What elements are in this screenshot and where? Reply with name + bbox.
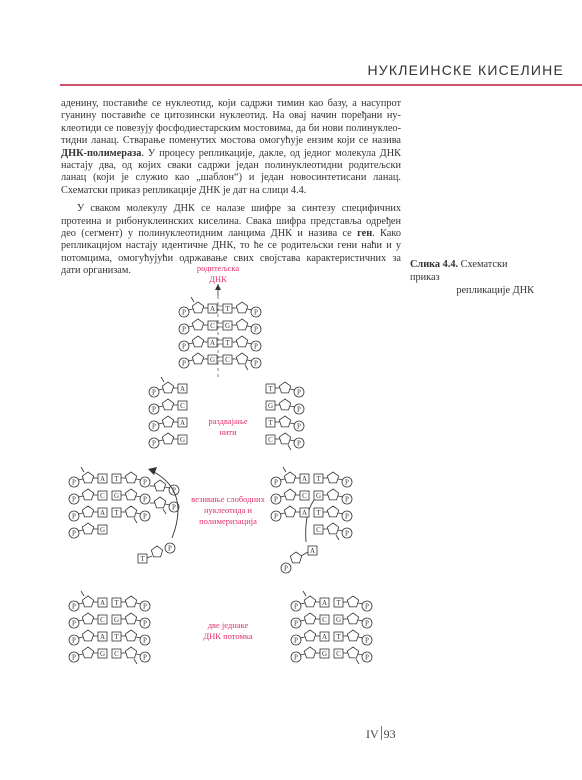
p2-line: део (сегмент) у полинуклеотидним ланцима ДНК и назива се ген. Како xyxy=(61,228,401,240)
sugar-pentagon xyxy=(327,489,338,500)
phosphate-label: P xyxy=(143,495,147,504)
base-letter: T xyxy=(225,305,230,313)
phosphate-label: P xyxy=(297,405,301,414)
phosphodiester-bond xyxy=(78,603,83,604)
sugar-pentagon xyxy=(284,489,295,500)
sugar-pentagon xyxy=(304,613,315,624)
base-letter: C xyxy=(114,650,119,658)
sugar-pentagon xyxy=(151,546,162,557)
phosphate-label: P xyxy=(345,495,349,504)
sugar-pentagon xyxy=(284,506,295,517)
page-number: 93 xyxy=(383,727,396,741)
sugar-pentagon xyxy=(236,336,247,347)
label-daughter: две једнаке xyxy=(207,620,249,630)
sugar-pentagon xyxy=(82,630,93,641)
base-letter: G xyxy=(315,492,322,500)
base-letter: A xyxy=(99,599,106,607)
phosphate-label: P xyxy=(254,359,258,368)
phosphodiester-bond xyxy=(158,423,163,424)
sugar-pentagon xyxy=(82,523,93,534)
base-letter: A xyxy=(301,475,308,483)
label-binding: везивање слободних xyxy=(191,494,265,504)
sugar-pentagon xyxy=(125,506,136,517)
sugar-pentagon xyxy=(327,472,338,483)
base-letter: G xyxy=(99,650,106,658)
figure-number: Слика 4.4. xyxy=(410,259,459,270)
label-binding: полимеризација xyxy=(199,516,257,526)
base-letter: G xyxy=(99,526,106,534)
phosphodiester-bond xyxy=(158,389,163,390)
p1-line: аденину, поставиће се нуклеотид, који садржи тимин као базу, а насупрот xyxy=(61,98,401,109)
sugar-pentagon xyxy=(162,433,173,444)
phosphate-label: P xyxy=(294,636,298,645)
strand-end xyxy=(191,297,194,302)
base-letter: G xyxy=(209,356,216,364)
base-letter: A xyxy=(301,509,308,517)
sugar-pentagon xyxy=(279,433,290,444)
strand-end xyxy=(283,467,286,472)
body-text xyxy=(61,98,401,278)
p1-line: репликације ДНК је дат на слици 4.4. xyxy=(142,184,307,196)
glycosidic-bond xyxy=(147,556,152,558)
sugar-pentagon xyxy=(347,647,358,658)
sugar-pentagon xyxy=(82,647,93,658)
sugar-pentagon xyxy=(125,596,136,607)
strand-end xyxy=(134,659,137,664)
strand-end xyxy=(134,518,137,523)
sugar-pentagon xyxy=(162,399,173,410)
dna-replication-figure xyxy=(60,262,400,672)
sugar-pentagon xyxy=(125,472,136,483)
sugar-pentagon xyxy=(327,523,338,534)
header-rule xyxy=(60,84,582,86)
bold-term: ген xyxy=(357,228,373,240)
label-binding: нуклеотида и xyxy=(203,505,253,515)
strand-end xyxy=(163,509,166,514)
phosphodiester-bond xyxy=(188,360,193,361)
p2-line: У сваком молекулу ДНК се налазе шифре за синтезу специфичних xyxy=(77,203,401,215)
sugar-pentagon xyxy=(304,596,315,607)
phosphate-label: P xyxy=(172,503,176,512)
sugar-pentagon xyxy=(236,319,247,330)
phosphodiester-bond xyxy=(280,479,285,480)
base-letter: A xyxy=(321,633,328,641)
label-unwinding: раздвајање xyxy=(208,416,248,426)
phosphate-label: P xyxy=(152,439,156,448)
strand-end xyxy=(81,467,84,472)
phosphodiester-bond xyxy=(300,637,305,638)
base-letter: C xyxy=(322,616,327,624)
base-letter: T xyxy=(316,475,321,483)
base-letter: A xyxy=(321,599,328,607)
phosphate-label: P xyxy=(72,602,76,611)
base-letter: T xyxy=(336,633,341,641)
sugar-pentagon xyxy=(162,416,173,427)
base-letter: A xyxy=(179,385,186,393)
base-letter: T xyxy=(114,509,119,517)
phosphate-label: P xyxy=(345,512,349,521)
caption-line-1: Схематски приказ xyxy=(410,259,508,283)
sugar-pentagon xyxy=(347,630,358,641)
base-letter: G xyxy=(335,616,342,624)
phosphodiester-bond xyxy=(78,620,83,621)
phosphodiester-bond xyxy=(78,513,83,514)
sugar-pentagon xyxy=(125,630,136,641)
phosphate-label: P xyxy=(72,512,76,521)
base-letter: G xyxy=(113,616,120,624)
base-letter: A xyxy=(209,339,216,347)
base-letter: C xyxy=(336,650,341,658)
sugar-pentagon xyxy=(304,630,315,641)
phosphate-label: P xyxy=(365,619,369,628)
sugar-pentagon xyxy=(162,382,173,393)
phosphate-label: P xyxy=(143,478,147,487)
base-letter: T xyxy=(316,509,321,517)
phosphate-label: P xyxy=(72,478,76,487)
phosphodiester-bond xyxy=(188,343,193,344)
strand-end xyxy=(336,535,339,540)
sugar-pentagon xyxy=(236,353,247,364)
strand-end xyxy=(245,365,248,370)
base-letter: G xyxy=(321,650,328,658)
base-letter: C xyxy=(100,492,105,500)
phosphodiester-bond xyxy=(300,654,305,655)
phosphate-label: P xyxy=(254,342,258,351)
strand-end xyxy=(288,445,291,450)
phosphodiester-bond xyxy=(188,309,193,310)
sugar-pentagon xyxy=(304,647,315,658)
phosphate-label: P xyxy=(172,486,176,495)
base-letter: G xyxy=(267,402,274,410)
strand-end xyxy=(81,591,84,596)
p1-line: гуанину поставиће се цитозински нуклеотид. На овај начин поређани ну- xyxy=(61,110,401,122)
figure-caption xyxy=(410,258,534,297)
arrow-head xyxy=(215,284,221,290)
phosphodiester-bond xyxy=(78,530,83,531)
sugar-pentagon xyxy=(154,480,165,491)
base-letter: G xyxy=(113,492,120,500)
base-letter: C xyxy=(268,436,273,444)
base-letter: A xyxy=(179,419,186,427)
phosphate-label: P xyxy=(182,342,186,351)
phosphate-label: P xyxy=(182,359,186,368)
phosphate-label: P xyxy=(72,495,76,504)
phosphodiester-bond xyxy=(300,603,305,604)
phosphate-label: P xyxy=(72,529,76,538)
phosphate-label: P xyxy=(294,602,298,611)
sugar-pentagon xyxy=(82,506,93,517)
base-letter: A xyxy=(309,547,316,555)
phosphate-label: P xyxy=(143,512,147,521)
phosphate-label: P xyxy=(168,544,172,553)
phosphodiester-bond xyxy=(78,496,83,497)
sugar-pentagon xyxy=(82,472,93,483)
phosphodiester-bond xyxy=(78,479,83,480)
phosphate-label: P xyxy=(274,512,278,521)
glycosidic-bond xyxy=(301,552,308,556)
sugar-pentagon xyxy=(154,497,165,508)
phosphate-label: P xyxy=(143,636,147,645)
sugar-pentagon xyxy=(192,336,203,347)
base-letter: G xyxy=(179,436,186,444)
sugar-pentagon xyxy=(192,319,203,330)
phosphate-label: P xyxy=(345,478,349,487)
strand-end xyxy=(356,659,359,664)
phosphate-label: P xyxy=(254,325,258,334)
base-letter: C xyxy=(225,356,230,364)
phosphodiester-bond xyxy=(78,654,83,655)
base-letter: T xyxy=(336,599,341,607)
base-letter: A xyxy=(99,509,106,517)
base-letter: C xyxy=(100,616,105,624)
bold-term: ДНК-полимераза xyxy=(61,147,142,159)
footer-separator xyxy=(381,726,382,740)
sugar-pentagon xyxy=(279,416,290,427)
phosphate-label: P xyxy=(345,529,349,538)
phosphodiester-bond xyxy=(280,513,285,514)
phosphate-label: P xyxy=(297,439,301,448)
label-daughter: ДНК потомка xyxy=(203,631,253,641)
p1-line: клеотиди се повезују фосфодиестарским мостовима, да би нови полинуклео- xyxy=(61,122,401,134)
caption-line-2: репликације ДНК xyxy=(456,285,534,296)
phosphodiester-bond xyxy=(78,637,83,638)
phosphate-label: P xyxy=(294,619,298,628)
curved-arrow xyxy=(306,500,314,542)
phosphate-label: P xyxy=(152,388,156,397)
base-letter: T xyxy=(268,385,273,393)
sugar-pentagon xyxy=(347,613,358,624)
p1-line: (који је служио као „шаблон“) и један новосинтетисани ланац. Схематски приказ xyxy=(61,172,401,196)
sugar-pentagon xyxy=(347,596,358,607)
base-letter: A xyxy=(99,633,106,641)
label-parent-dna: ДНК xyxy=(209,274,227,284)
sugar-pentagon xyxy=(279,382,290,393)
sugar-pentagon xyxy=(192,302,203,313)
sugar-pentagon xyxy=(125,647,136,658)
sugar-pentagon xyxy=(82,613,93,624)
label-parent-dna: родитељска xyxy=(196,263,240,273)
phosphate-label: P xyxy=(284,564,288,573)
sugar-pentagon xyxy=(192,353,203,364)
p2-line: протеина и рибонуклеинских киселина. Свака шифра представља одређен xyxy=(61,215,401,227)
p2-line: потомцима, омогућујући одржавање свих својстава карактеристичних за xyxy=(61,252,401,264)
phosphate-label: P xyxy=(297,422,301,431)
phosphate-label: P xyxy=(182,308,186,317)
base-letter: A xyxy=(209,305,216,313)
sugar-pentagon xyxy=(327,506,338,517)
base-letter: G xyxy=(224,322,231,330)
base-letter: A xyxy=(99,475,106,483)
phosphate-label: P xyxy=(143,653,147,662)
p1-line: ДНК-полимераза. У процесу репликације, дакле, од једног молекула ДНК xyxy=(61,147,401,159)
phosphate-label: P xyxy=(72,653,76,662)
p2-line: репликацијом настају идентичне ДНК, то ће се родитељски гени наћи и у xyxy=(61,240,401,252)
strand-end xyxy=(303,591,306,596)
phosphate-label: P xyxy=(294,653,298,662)
p1-line: тидни ланац. Стварање поменутих мостова омогућује ензим који се назива xyxy=(61,135,401,147)
phosphate-label: P xyxy=(297,388,301,397)
phosphate-label: P xyxy=(274,495,278,504)
p2-line: дати организам. xyxy=(61,265,131,277)
base-letter: T xyxy=(114,475,119,483)
phosphodiester-bond xyxy=(300,620,305,621)
sugar-pentagon xyxy=(82,489,93,500)
base-letter: C xyxy=(316,526,321,534)
base-letter: C xyxy=(180,402,185,410)
base-letter: T xyxy=(268,419,273,427)
base-letter: C xyxy=(210,322,215,330)
phosphodiester-bond xyxy=(188,326,193,327)
phosphate-label: P xyxy=(182,325,186,334)
phosphodiester-bond xyxy=(280,496,285,497)
phosphate-label: P xyxy=(365,602,369,611)
base-letter: C xyxy=(302,492,307,500)
phosphate-label: P xyxy=(72,619,76,628)
base-letter: T xyxy=(225,339,230,347)
sugar-pentagon xyxy=(236,302,247,313)
running-title: НУКЛЕИНСКЕ КИСЕЛИНЕ xyxy=(367,62,564,78)
arrow-head xyxy=(148,467,157,475)
p1-line: настају два, од којих сваки садржи један полинуклеотидни родитељски ланац xyxy=(61,160,401,184)
base-letter: T xyxy=(114,633,119,641)
phosphate-label: P xyxy=(365,636,369,645)
phosphate-label: P xyxy=(143,619,147,628)
phosphate-label: P xyxy=(72,636,76,645)
base-letter: T xyxy=(140,555,145,563)
paragraph-1 xyxy=(61,98,401,197)
base-letter: T xyxy=(114,599,119,607)
phosphate-label: P xyxy=(152,405,156,414)
sugar-pentagon xyxy=(125,489,136,500)
chapter-number: IV xyxy=(366,727,379,741)
page-footer xyxy=(366,726,396,742)
phosphate-label: P xyxy=(254,308,258,317)
phosphodiester-bond xyxy=(158,406,163,407)
phosphodiester-bond xyxy=(158,440,163,441)
sugar-pentagon xyxy=(279,399,290,410)
label-unwinding: нити xyxy=(219,427,237,437)
phosphate-label: P xyxy=(365,653,369,662)
sugar-pentagon xyxy=(284,472,295,483)
sugar-pentagon xyxy=(125,613,136,624)
sugar-pentagon xyxy=(290,552,301,563)
phosphate-label: P xyxy=(152,422,156,431)
phosphate-label: P xyxy=(143,602,147,611)
phosphate-label: P xyxy=(274,478,278,487)
sugar-pentagon xyxy=(82,596,93,607)
strand-end xyxy=(161,377,164,382)
